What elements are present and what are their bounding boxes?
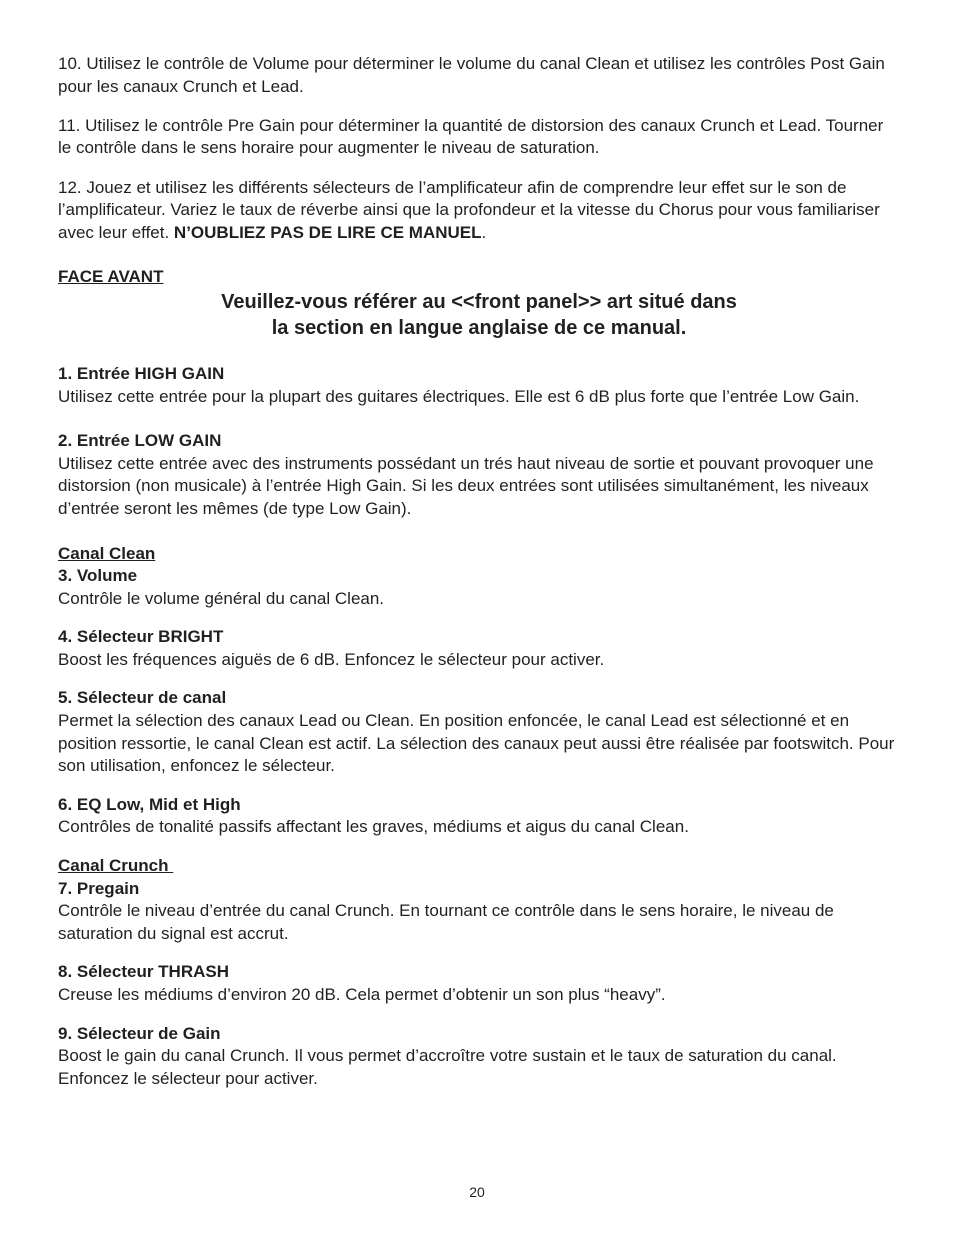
item-1-high-gain: [58, 363, 900, 408]
front-panel-heading: FACE AVANT: [58, 267, 164, 287]
item-1-body: Utilisez cette entrée pour la plupart des guitares électriques. Elle est 6 dB plus forte que l’entrée Low Gain.: [58, 386, 860, 406]
item-3-title: 3. Volume: [58, 566, 138, 586]
clean-channel-heading: Canal Clean: [58, 543, 156, 563]
item-7-title: 7. Pregain: [58, 878, 140, 898]
item-4-bright: [58, 626, 900, 671]
paragraph-step-12: [58, 177, 900, 245]
manual-page: [58, 53, 900, 1106]
item-5-title: 5. Sélecteur de canal: [58, 688, 227, 708]
front-panel-note-line-1: Veuillez-vous référer au <<front panel>> art situé dans: [221, 290, 737, 313]
item-5-channel-selector: [58, 687, 900, 777]
item-7-body: Contrôle le niveau d’entrée du canal Crunch. En tournant ce contrôle dans le sens horaire, le niveau de saturation du signal est accrut.: [58, 901, 834, 943]
item-2-title: 2. Entrée LOW GAIN: [58, 431, 222, 451]
paragraph-step-12-end: .: [481, 222, 487, 242]
item-4-body: Boost les fréquences aiguës de 6 dB. Enfoncez le sélecteur pour activer.: [58, 649, 605, 669]
paragraph-step-11: 11. Utilisez le contrôle Pre Gain pour déterminer la quantité de distorsion des canaux Crunch et Lead. Tourner le contrôle dans le sens horaire pour augmenter le niveau de saturation.: [58, 115, 884, 158]
item-9-title: 9. Sélecteur de Gain: [58, 1023, 221, 1043]
paragraph-step-10: 10. Utilisez le contrôle de Volume pour déterminer le volume du canal Clean et utilisez les contrôles Post Gain pour les canaux Crunch et Lead.: [58, 54, 885, 96]
item-6-body: Contrôles de tonalité passifs affectant les graves, médiums et aigus du canal Clean.: [58, 817, 689, 837]
item-9-gain-selector: [58, 1023, 900, 1091]
paragraph-step-12-text: 12. Jouez et utilisez les différents sélecteurs de l’amplificateur afin de comprendre leur effet sur le son de l’amplificateur. Variez le taux de réverbe ainsi que la profondeur et la vitesse du Chorus pour vous familiariser avec leur effet.: [58, 177, 880, 242]
page-number: 20: [469, 1184, 485, 1200]
item-2-low-gain: [58, 430, 900, 520]
item-8-body: Creuse les médiums d’environ 20 dB. Cela permet d’obtenir un son plus “heavy”.: [58, 985, 666, 1004]
crunch-channel-heading: Canal Crunch: [58, 856, 174, 876]
item-7-pregain: [58, 878, 900, 946]
paragraph-step-12-warning: N’OUBLIEZ PAS DE LIRE CE MANUEL: [173, 222, 482, 242]
item-5-body: Permet la sélection des canaux Lead ou Clean. En position enfoncée, le canal Lead est sélectionné et en position ressortie, le canal Clean est actif. La sélection des canaux peut aussi être réalisée par footswitch. Pour son utilisation, enfoncez le sélecteur.: [58, 711, 895, 776]
item-6-eq: [58, 794, 900, 839]
front-panel-note-line-2: la section en langue anglaise de ce manual.: [271, 316, 687, 339]
item-1-title: 1. Entrée HIGH GAIN: [58, 363, 225, 383]
item-4-title: 4. Sélecteur BRIGHT: [58, 627, 224, 647]
item-8-thrash: [58, 961, 900, 1006]
item-6-title: 6. EQ Low, Mid et High: [58, 794, 241, 814]
item-3-volume: [58, 565, 900, 610]
front-panel-note: [58, 289, 900, 341]
item-9-body: Boost le gain du canal Crunch. Il vous permet d’accroître votre sustain et le taux de saturation du canal. Enfoncez le sélecteur pour activer.: [58, 1046, 837, 1088]
item-3-body: Contrôle le volume général du canal Clean.: [58, 588, 385, 608]
item-8-title: 8. Sélecteur THRASH: [58, 962, 229, 982]
item-2-body: Utilisez cette entrée avec des instruments possédant un trés haut niveau de sortie et pouvant provoquer une distorsion (non musicale) à l’entrée High Gain. Si les deux entrées sont utilisées simultanément, les niveaux d’entrée seront les mêmes (de type Low Gain).: [58, 453, 874, 518]
